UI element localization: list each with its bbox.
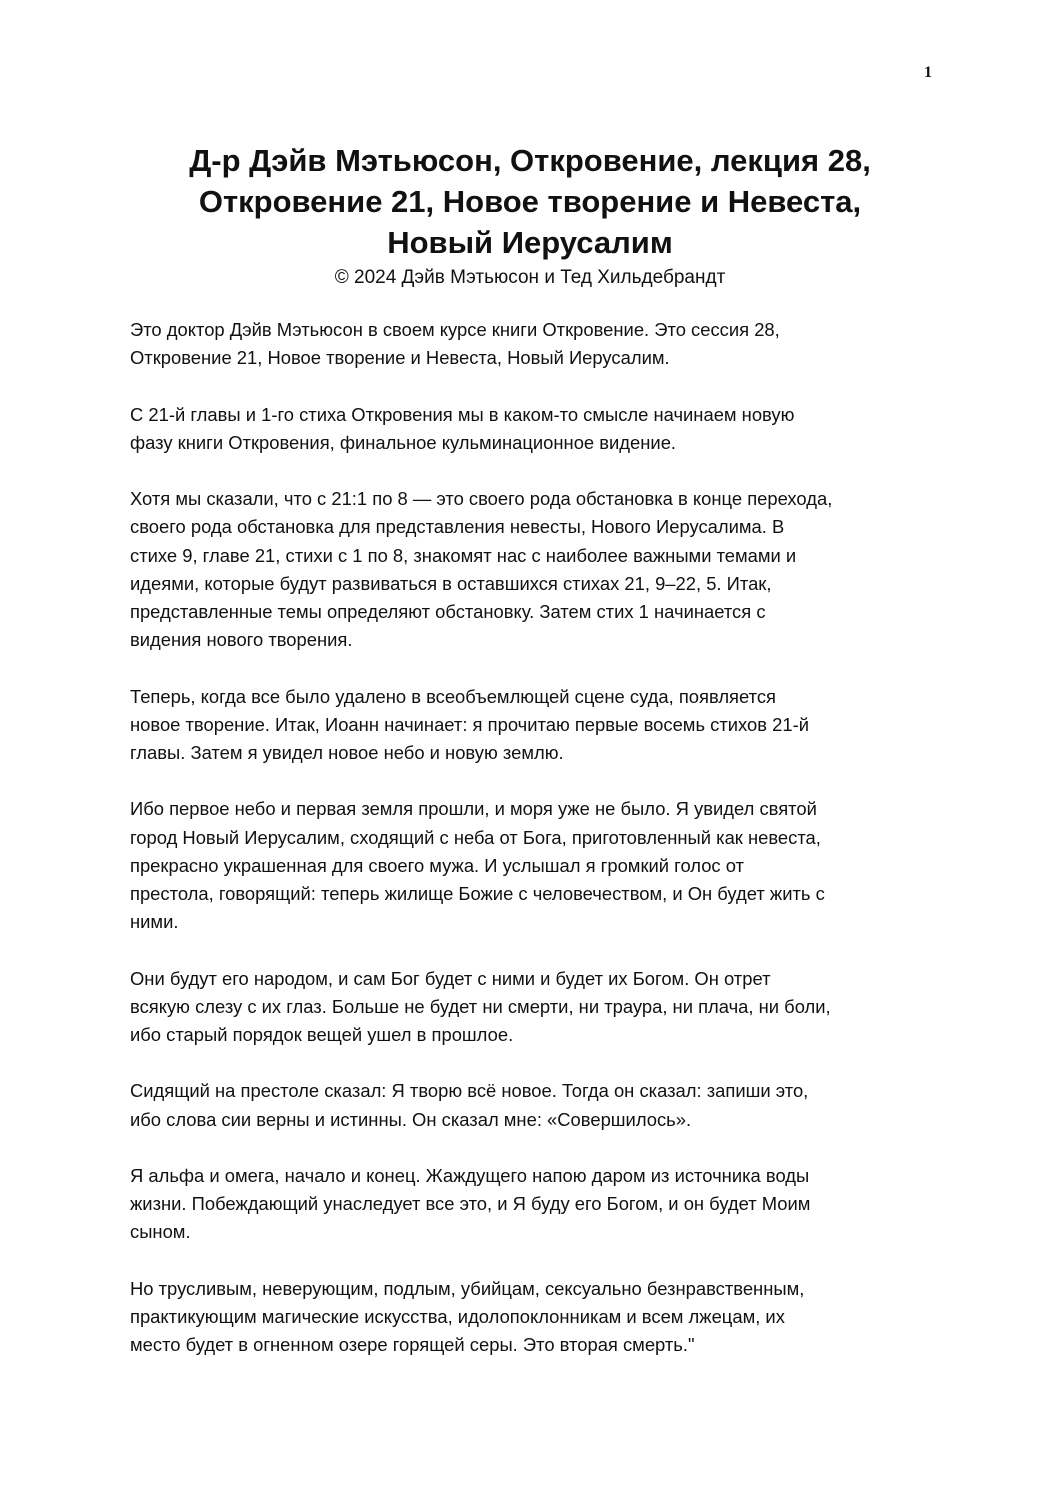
title-line-3: Новый Иерусалим xyxy=(387,225,673,260)
text-line: Ибо первое небо и первая земля прошли, и моря уже не было. Я увидел святой xyxy=(130,798,817,820)
title-line-1: Д-р Дэйв Мэтьюсон, Откровение, лекция 28, xyxy=(189,143,871,178)
text-line: всякую слезу с их глаз. Больше не будет ни смерти, ни траура, ни плача, ни боли, xyxy=(130,995,831,1017)
text-line: Они будут его народом, и сам Бог будет с ними и будет их Богом. Он отрет xyxy=(130,967,771,989)
paragraph-4 xyxy=(130,683,920,768)
paragraph-3 xyxy=(130,485,920,654)
paragraph-7 xyxy=(130,1077,920,1133)
text-line: сыном. xyxy=(130,1221,191,1243)
text-line: Я альфа и омега, начало и конец. Жаждущего напою даром из источника воды xyxy=(130,1164,810,1186)
paragraph-5 xyxy=(130,795,920,936)
text-line: Но трусливым, неверующим, подлым, убийцам, сексуально безнравственным, xyxy=(130,1277,805,1299)
text-line: своего рода обстановка для представления невесты, Нового Иерусалима. В xyxy=(130,516,785,538)
paragraph-2 xyxy=(130,401,920,457)
text-line: Теперь, когда все было удалено в всеобъемлющей сцене суда, появляется xyxy=(130,685,777,707)
text-line: жизни. Побеждающий унаследует все это, и Я буду его Богом, и он будет Моим xyxy=(130,1193,811,1215)
paragraph-6 xyxy=(130,965,920,1050)
text-line: Это доктор Дэйв Мэтьюсон в своем курсе книги Откровение. Это сессия 28, xyxy=(130,319,780,340)
paragraph-8 xyxy=(130,1162,920,1247)
text-line: стихе 9, главе 21, стихи с 1 по 8, знакомят нас с наиболее важными темами и xyxy=(130,544,797,566)
paragraph-9 xyxy=(130,1275,920,1360)
text-line: место будет в огненном озере горящей серы. Это вторая смерть." xyxy=(130,1334,695,1356)
text-line: прекрасно украшенная для своего мужа. И услышал я громкий голос от xyxy=(130,854,744,876)
text-line: Хотя мы сказали, что с 21:1 по 8 — это своего рода обстановка в конце перехода, xyxy=(130,488,833,510)
text-line: главы. Затем я увидел новое небо и новую землю. xyxy=(130,742,564,763)
copyright-notice: © 2024 Дэйв Мэтьюсон и Тед Хильдебрандт xyxy=(334,267,726,288)
title-line-2: Откровение 21, Новое творение и Невеста, xyxy=(198,184,862,219)
text-line: Сидящий на престоле сказал: Я творю всё новое. Тогда он сказал: запиши это, xyxy=(130,1080,809,1102)
text-line: представленные темы определяют обстановку. Затем стих 1 начинается с xyxy=(130,601,766,622)
lecture-body xyxy=(130,316,920,1388)
text-line: Откровение 21, Новое творение и Невеста, Новый Иерусалим. xyxy=(130,347,670,369)
text-line: ними. xyxy=(130,911,179,933)
text-line: престола, говорящий: теперь жилище Божие с человечеством, и Он будет жить с xyxy=(130,883,825,904)
text-line: ибо слова сии верны и истинны. Он сказал мне: «Совершилось». xyxy=(130,1108,692,1130)
text-line: город Новый Иерусалим, сходящий с неба от Бога, приготовленный как невеста, xyxy=(130,826,821,848)
text-line: видения нового творения. xyxy=(130,629,353,651)
text-line: С 21-й главы и 1-го стиха Откровения мы в каком-то смысле начинаем новую xyxy=(130,403,795,425)
text-line: новое творение. Итак, Иоанн начинает: я прочитаю первые восемь стихов 21-й xyxy=(130,713,809,735)
page-number: 1 xyxy=(924,64,932,81)
text-line: практикующим магические искусства, идолопоклонникам и всем лжецам, их xyxy=(130,1305,785,1327)
text-line: идеями, которые будут развиваться в оставшихся стихах 21, 9–22, 5. Итак, xyxy=(130,572,772,594)
text-line: ибо старый порядок вещей ушел в прошлое. xyxy=(130,1024,514,1045)
title-block xyxy=(90,140,970,292)
paragraph-1 xyxy=(130,316,920,372)
text-line: фазу книги Откровения, финальное кульминационное видение. xyxy=(130,431,677,453)
